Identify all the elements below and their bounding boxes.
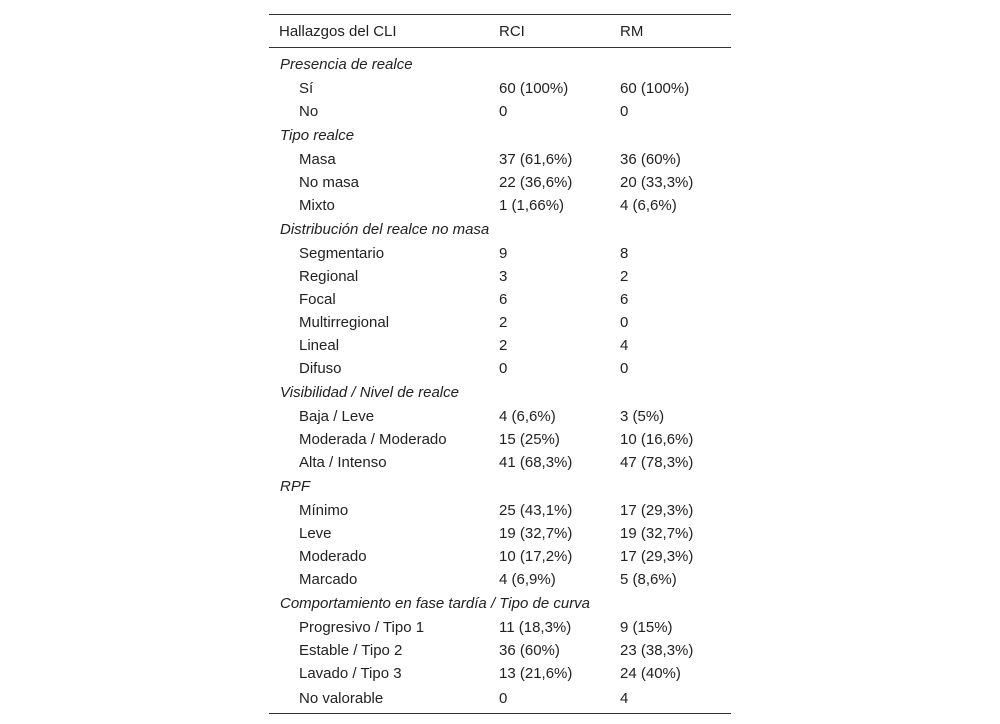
rci-value: 37 (61,6%)	[499, 151, 573, 168]
rm-value: 0	[620, 314, 629, 331]
rci-value: 13 (21,6%)	[499, 665, 573, 682]
rci-value: 6	[499, 291, 508, 308]
header-rm: RM	[620, 22, 644, 40]
table-header	[269, 15, 731, 48]
row-label: Mixto	[299, 197, 335, 214]
rm-value: 2	[620, 268, 629, 285]
table-row	[269, 451, 731, 474]
rm-value: 8	[620, 245, 629, 262]
section-row	[269, 123, 731, 148]
rci-value: 4 (6,9%)	[499, 571, 556, 588]
header-row	[269, 15, 731, 48]
row-label: Difuso	[299, 360, 342, 377]
row-label: Moderado	[299, 548, 367, 565]
section-title: RPF	[280, 478, 310, 495]
rm-value: 4	[620, 337, 629, 354]
row-label: Progresivo / Tipo 1	[299, 619, 425, 636]
rm-value: 0	[620, 103, 629, 120]
section-row	[269, 48, 731, 78]
rm-value: 3 (5%)	[620, 408, 665, 425]
rci-value: 1 (1,66%)	[499, 197, 565, 214]
section-title: Comportamiento en fase tardía / Tipo de curva	[280, 595, 591, 612]
rm-value: 0	[620, 360, 629, 377]
rci-value: 11 (18,3%)	[499, 619, 572, 636]
table-row	[269, 639, 731, 662]
rci-value: 3	[499, 268, 508, 285]
row-label: Focal	[299, 291, 336, 308]
row-label: No	[299, 103, 319, 120]
table-body	[269, 48, 731, 714]
section-title: Tipo realce	[280, 127, 355, 144]
section-row	[269, 217, 731, 242]
section-title: Presencia de realce	[280, 56, 413, 73]
rm-value: 9 (15%)	[620, 619, 673, 636]
table-row	[269, 662, 731, 685]
rm-value: 4	[620, 689, 629, 707]
table-row	[269, 545, 731, 568]
rm-value: 10 (16,6%)	[620, 431, 694, 448]
table-row	[269, 616, 731, 639]
rci-value: 36 (60%)	[499, 642, 560, 659]
table-row	[269, 311, 731, 334]
rci-value: 0	[499, 689, 508, 707]
table-row	[269, 265, 731, 288]
row-label: Segmentario	[299, 245, 385, 262]
rm-value: 17 (29,3%)	[620, 548, 694, 565]
rm-value: 24 (40%)	[620, 665, 681, 682]
table-row	[269, 100, 731, 123]
row-label: Lineal	[299, 337, 340, 354]
table-row	[269, 288, 731, 311]
rci-value: 4 (6,6%)	[499, 408, 556, 425]
row-label: Alta / Intenso	[299, 454, 387, 471]
rci-value: 2	[499, 337, 508, 354]
table-row	[269, 242, 731, 265]
rm-value: 5 (8,6%)	[620, 571, 677, 588]
findings-table-container	[269, 14, 731, 714]
table-row	[269, 77, 731, 100]
section-row	[269, 474, 731, 499]
header-findings: Hallazgos del CLI	[279, 22, 397, 40]
section-title: Distribución del realce no masa	[280, 221, 490, 238]
rm-value: 47 (78,3%)	[620, 454, 694, 471]
section-row	[269, 380, 731, 405]
rm-value: 19 (32,7%)	[620, 525, 694, 542]
table-row	[269, 499, 731, 522]
rci-value: 0	[499, 360, 508, 377]
rci-value: 60 (100%)	[499, 80, 569, 97]
row-label: Masa	[299, 151, 336, 168]
rci-value: 41 (68,3%)	[499, 454, 573, 471]
table-row	[269, 148, 731, 171]
table-row	[269, 171, 731, 194]
rm-value: 20 (33,3%)	[620, 174, 694, 191]
rci-value: 15 (25%)	[499, 431, 560, 448]
rm-value: 36 (60%)	[620, 151, 681, 168]
rm-value: 6	[620, 291, 629, 308]
rci-value: 25 (43,1%)	[499, 502, 573, 519]
row-label: Mínimo	[299, 502, 349, 519]
row-label: No masa	[299, 174, 360, 191]
row-label: Lavado / Tipo 3	[299, 665, 402, 682]
table-row	[269, 405, 731, 428]
row-label: Marcado	[299, 571, 358, 588]
row-label: Leve	[299, 525, 332, 542]
row-label: Regional	[299, 268, 359, 285]
rm-value: 17 (29,3%)	[620, 502, 694, 519]
rm-value: 60 (100%)	[620, 80, 690, 97]
table-row	[269, 568, 731, 591]
table-row	[269, 194, 731, 217]
rci-value: 2	[499, 314, 508, 331]
rci-value: 19 (32,7%)	[499, 525, 573, 542]
header-rci: RCI	[499, 22, 525, 40]
table-row	[269, 428, 731, 451]
row-label: Sí	[299, 80, 314, 97]
rci-value: 9	[499, 245, 508, 262]
row-label: Moderada / Moderado	[299, 431, 447, 448]
table-row	[269, 357, 731, 380]
table-row	[269, 685, 731, 714]
rm-value: 4 (6,6%)	[620, 197, 677, 214]
rci-value: 22 (36,6%)	[499, 174, 573, 191]
rci-value: 0	[499, 103, 508, 120]
row-label: Estable / Tipo 2	[299, 642, 403, 659]
table-row	[269, 334, 731, 357]
rm-value: 23 (38,3%)	[620, 642, 694, 659]
row-label: No valorable	[299, 689, 384, 707]
table-row	[269, 522, 731, 545]
section-row	[269, 591, 731, 616]
row-label: Baja / Leve	[299, 408, 375, 425]
section-title: Visibilidad / Nivel de realce	[280, 384, 459, 401]
row-label: Multirregional	[299, 314, 390, 331]
rci-value: 10 (17,2%)	[499, 548, 573, 565]
findings-table	[269, 14, 731, 714]
